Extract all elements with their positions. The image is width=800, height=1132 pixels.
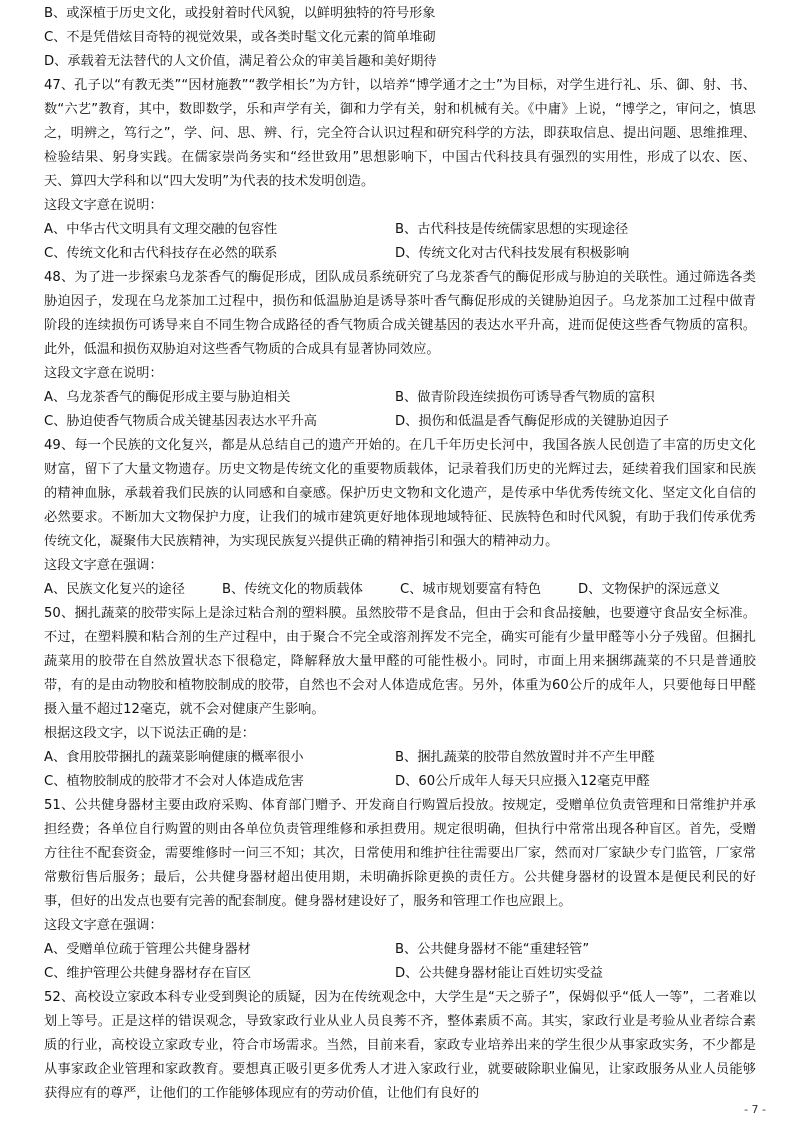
- option-d: D、损伤和低温是香气酶促形成的关键胁迫因子: [395, 414, 669, 429]
- options-grid: [44, 578, 756, 602]
- option-b: B、做青阶段连续损伤可诱导香气物质的富积: [395, 390, 655, 405]
- option-a: A、受赠单位疏于管理公共健身器材: [44, 942, 251, 957]
- question-stem: 51、公共健身器材主要由政府采购、体育部门赠予、开发商自行购置后投放。按规定，受赠单位负责管理和日常维护并承担经费；各单位自行购置的则由各单位负责管理维修和承担费用。规定很明确，但执行中常常出现各种盲区。首先，受赠方往往不配套资金，需要维修时一问三不知；其次，日常使用和维护往往需要出厂家，然而对厂家缺少专门监管，厂家常常敷衍售后服务；最后，公共健身器材超出使用期，未明确拆除更换的责任方。公共健身器材的设置本是便民利民的好事，但好的出发点也要有完善的配套制度。健身器材建设好了，服务和管理工作也应跟上。: [44, 798, 756, 909]
- question-50: [44, 602, 756, 794]
- option-b: B、古代科技是传统儒家思想的实现途径: [395, 222, 629, 237]
- options-grid: [44, 386, 756, 434]
- option-c: C、维护管理公共健身器材存在盲区: [44, 966, 252, 981]
- option-c: C、胁迫使香气物质合成关键基因表达水平升高: [44, 414, 317, 429]
- question-47: [44, 74, 756, 266]
- option-b: B、捆扎蔬菜的胶带自然放置时并不产生甲醛: [395, 750, 655, 765]
- question-stem: 52、高校设立家政本科专业受到舆论的质疑，因为在传统观念中，大学生是“天之骄子”，保姆似乎“低人一等”，二者难以划上等号。正是这样的错误观念，导致家政行业从业人员良莠不齐，整体素质不高。其实，家政行业是考验从业者综合素质的行业，高校设立家政专业，符合市场需求。当然，目前来看，家政专业培养出来的学生很少从事家政实务，不少都是从事家政企业管理和家政教育。要想真正吸引更多优秀人才进入家政行业，就要破除职业偏见，让家政服务从业人员能够获得应有的尊严，让他们的工作能够体现应有的劳动价值，让他们有良好的: [44, 990, 756, 1101]
- question-stem: 49、每一个民族的文化复兴，都是从总结自己的遗产开始的。在几千年历史长河中，我国各族人民创造了丰富的历史文化财富，留下了大量文物遗存。历史文物是传统文化的重要物质载体，记录着我们历史的光辉过去，延续着我们国家和民族的精神血脉，承载着我们民族的认同感和自豪感。保护历史文物和文化遗产，是传承中华优秀传统文化、坚定文化自信的必然要求。不断加大文物保护力度，让我们的城市建筑更好地体现地域特征、民族特色和时代风貌，有助于我们传承优秀传统文化，凝聚伟大民族精神，为实现民族复兴提供正确的精神指引和强大的精神动力。: [44, 438, 756, 549]
- question-stem: 48、为了进一步探索乌龙茶香气的酶促形成，团队成员系统研究了乌龙茶香气的酶促形成与胁迫的关联性。通过筛选各类胁迫因子，发现在乌龙茶加工过程中，损伤和低温胁迫是诱导茶叶香气酶促形成的关键胁迫因子。乌龙茶加工过程中做青阶段的连续损伤可诱导来自不同生物合成路径的香气物质合成关键基因的表达水平升高，进而促使这些香气物质的富积。此外，低温和损伤双胁迫对这些香气物质的合成具有显著协同效应。: [44, 270, 756, 357]
- option-d: D、公共健身器材能让百姓切实受益: [395, 966, 603, 981]
- question-52: [44, 986, 756, 1106]
- options-grid: [44, 746, 756, 794]
- option-b: B、传统文化的物质载体: [222, 582, 363, 597]
- question-49: [44, 434, 756, 602]
- option-d: D、传统文化对古代科技发展有积极影响: [395, 246, 630, 261]
- lead-option-d: D、承载着无法替代的人文价值，满足着公众的审美旨趣和美好期待: [44, 54, 437, 69]
- option-c: C、城市规划要富有特色: [400, 582, 542, 597]
- options-grid: [44, 218, 756, 266]
- document-page: [44, 2, 756, 1106]
- option-a: A、民族文化复兴的途径: [44, 582, 185, 597]
- question-prompt: 这段文字意在说明：: [44, 198, 163, 213]
- lead-option-b: B、或深植于历史文化，或投射着时代风貌，以鲜明独特的符号形象: [44, 6, 436, 21]
- option-a: A、食用胶带捆扎的蔬菜影响健康的概率很小: [44, 750, 304, 765]
- question-48: [44, 266, 756, 434]
- options-grid: [44, 938, 756, 986]
- option-d: D、文物保护的深远意义: [578, 582, 721, 597]
- option-c: C、植物胶制成的胶带才不会对人体造成危害: [44, 774, 304, 789]
- lead-option-c: C、不是凭借炫目奇特的视觉效果，或各类时髦文化元素的简单堆砌: [44, 30, 436, 45]
- question-prompt: 这段文字意在说明：: [44, 366, 163, 381]
- option-a: A、中华古代文明具有文理交融的包容性: [44, 222, 278, 237]
- question-prompt: 根据这段文字，以下说法正确的是：: [44, 726, 255, 741]
- question-prompt: 这段文字意在强调：: [44, 918, 163, 933]
- question-stem: 50、捆扎蔬菜的胶带实际上是涂过粘合剂的塑料膜。虽然胶带不是食品，但由于会和食品接触，也要遵守食品安全标准。不过，在塑料膜和粘合剂的生产过程中，由于聚合不完全或溶剂挥发不完全，确实可能有少量甲醛等小分子残留。但捆扎蔬菜用的胶带在自然放置状态下很稳定，降解释放大量甲醛的可能性极小。同时，市面上用来捆绑蔬菜的不只是普通胶带，有的是由动物胶和植物胶制成的胶带，自然也不会对人体造成危害。另外，体重为60公斤的成年人，只要他每日甲醛摄入量不超过12毫克，就不会对健康产生影响。: [44, 606, 756, 717]
- question-51: [44, 794, 756, 986]
- option-b: B、公共健身器材不能“重建轻管”: [395, 942, 590, 957]
- lead-options: [44, 2, 756, 74]
- option-c: C、传统文化和古代科技存在必然的联系: [44, 246, 278, 261]
- page-number: - 7 -: [744, 1103, 766, 1116]
- question-stem: 47、孔子以“有教无类”“因材施教”“教学相长”为方针，以培养“博学通才之士”为目标，对学生进行礼、乐、御、射、书、数“六艺”教育，其中，数即数学，乐和声学有关，御和力学有关，射和机械有关。《中庸》上说，“博学之，审问之，慎思之，明辨之，笃行之”，学、问、思、辨、行，完全符合认识过程和研究科学的方法，即获取信息、提出问题、思维推理、检验结果、躬身实践。在儒家崇尚务实和“经世致用”思想影响下，中国古代科技具有强烈的实用性，形成了以农、医、天、算四大学科和以“四大发明”为代表的技术发明创造。: [44, 78, 756, 189]
- option-d: D、60公斤成年人每天只应摄入12毫克甲醛: [395, 774, 650, 789]
- question-prompt: 这段文字意在强调：: [44, 558, 163, 573]
- option-a: A、乌龙茶香气的酶促形成主要与胁迫相关: [44, 390, 291, 405]
